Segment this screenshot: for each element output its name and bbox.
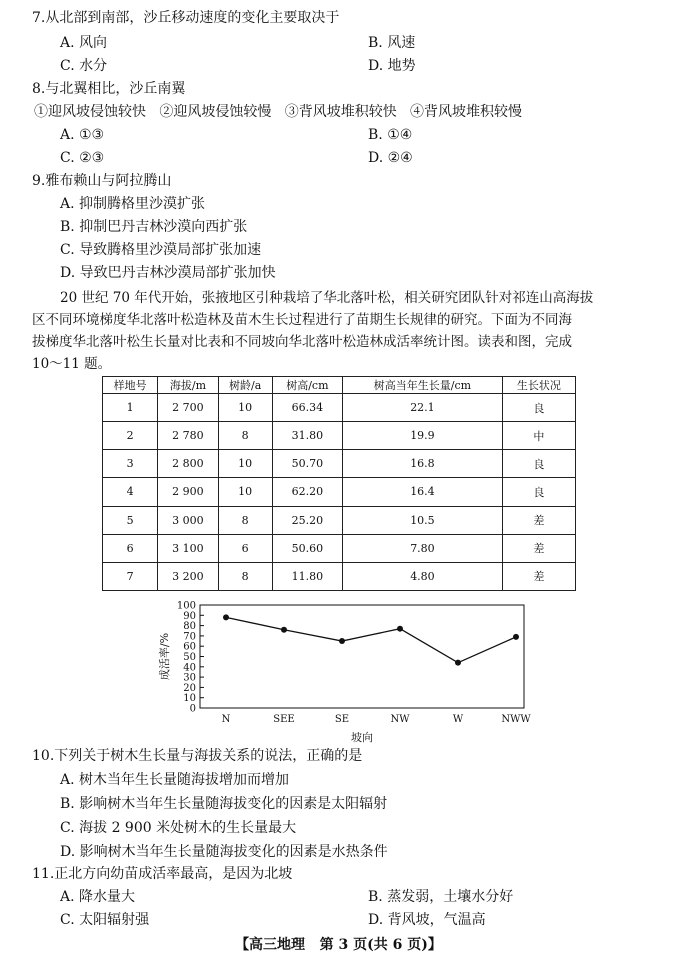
y-axis-label: 成活率/% <box>158 632 171 681</box>
table-cell: 6 <box>103 534 158 562</box>
q7-option-c: C. 水分 <box>60 58 108 74</box>
table-cell: 3 200 <box>158 562 218 590</box>
q8-option-d: D. ②④ <box>368 150 413 166</box>
q7-option-a: A. 风向 <box>60 35 108 51</box>
table-cell: 3 <box>103 450 158 478</box>
x-tick-label: NWW <box>501 714 531 725</box>
y-tick-label: 20 <box>183 682 196 694</box>
table-header-cell: 树高当年生长量/cm <box>343 377 503 394</box>
x-tick-label: W <box>452 714 464 725</box>
y-tick-label: 80 <box>183 621 196 633</box>
data-point <box>281 627 287 633</box>
table-cell: 16.8 <box>343 450 503 478</box>
y-tick-label: 50 <box>183 652 196 663</box>
table-cell: 良 <box>502 394 575 422</box>
q10-option-d: D. 影响树木当年生长量随海拔变化的因素是水热条件 <box>60 844 388 860</box>
passage-line-1: 20 世纪 70 年代开始，张掖地区引种栽培了华北落叶松，相关研究团队针对祁连山高海拔 <box>60 290 594 306</box>
table-cell: 10 <box>218 450 272 478</box>
x-tick-label: SE <box>334 714 350 725</box>
table-cell: 7.80 <box>343 534 503 562</box>
table-cell: 10 <box>218 478 272 506</box>
page-footer: 【高三地理 第 3 页(共 6 页)】 <box>235 937 442 953</box>
q11-option-d: D. 背风坡，气温高 <box>368 912 486 928</box>
q8-option-c: C. ②③ <box>60 150 105 166</box>
table-cell: 10.5 <box>343 506 503 534</box>
table-cell: 66.34 <box>272 394 342 422</box>
table-cell: 5 <box>103 506 158 534</box>
q8-stem: 8.与北翼相比，沙丘南翼 <box>32 81 186 97</box>
y-tick-label: 10 <box>183 693 196 705</box>
x-axis-label: 坡向 <box>351 731 373 744</box>
y-tick-label: 30 <box>183 672 196 684</box>
table-row <box>103 562 576 590</box>
q9-stem: 9.雅布赖山与阿拉腾山 <box>32 173 172 189</box>
table-cell: 25.20 <box>272 506 342 534</box>
table-header-cell: 海拔/m <box>158 377 218 394</box>
table-cell: 31.80 <box>272 422 342 450</box>
x-tick-label: SEE <box>273 714 295 725</box>
table-cell: 6 <box>218 534 272 562</box>
data-point <box>455 660 461 666</box>
x-tick-label: N <box>221 714 231 725</box>
table-header-cell: 树龄/a <box>218 377 272 394</box>
table-row <box>103 394 576 422</box>
passage-line-4: 10～11 题。 <box>32 356 112 372</box>
table-cell: 4.80 <box>343 562 503 590</box>
table-cell: 4 <box>103 478 158 506</box>
q8-option-a: A. ①③ <box>60 127 105 143</box>
passage-line-3: 拔梯度华北落叶松生长量对比表和不同坡向华北落叶松造林成活率统计图。读表和图，完成 <box>32 334 572 350</box>
y-tick-label: 90 <box>183 610 196 622</box>
table-cell: 22.1 <box>343 394 503 422</box>
table-cell: 50.60 <box>272 534 342 562</box>
y-tick-label: 70 <box>183 631 196 643</box>
table-cell: 8 <box>218 562 272 590</box>
q10-option-b: B. 影响树木当年生长量随海拔变化的因素是太阳辐射 <box>60 796 388 812</box>
table-row <box>103 422 576 450</box>
table-cell: 2 900 <box>158 478 218 506</box>
q9-option-c: C. 导致腾格里沙漠局部扩张加速 <box>60 242 262 258</box>
q7-option-d: D. 地势 <box>368 58 416 74</box>
data-point <box>223 614 229 620</box>
table-cell: 良 <box>502 450 575 478</box>
table-row <box>103 534 576 562</box>
q7-option-b: B. 风速 <box>368 35 416 51</box>
q9-option-a: A. 抑制腾格里沙漠扩张 <box>60 196 206 212</box>
q7-stem: 7.从北部到南部，沙丘移动速度的变化主要取决于 <box>32 10 340 26</box>
table-cell: 1 <box>103 394 158 422</box>
table-cell: 8 <box>218 506 272 534</box>
table-cell: 7 <box>103 562 158 590</box>
table-header-cell: 树高/cm <box>272 377 342 394</box>
q11-option-b: B. 蒸发弱，土壤水分好 <box>368 889 514 905</box>
q8-option-b: B. ①④ <box>368 127 413 143</box>
table-header-row <box>103 377 576 394</box>
data-point <box>513 634 519 640</box>
table-row <box>103 478 576 506</box>
data-point <box>397 626 403 632</box>
table-cell: 2 800 <box>158 450 218 478</box>
table-cell: 50.70 <box>272 450 342 478</box>
q11-stem: 11.正北方向幼苗成活率最高，是因为北坡 <box>32 866 293 882</box>
data-point <box>339 638 345 644</box>
q9-option-d: D. 导致巴丹吉林沙漠局部扩张加快 <box>60 265 276 281</box>
q10-option-c: C. 海拔 2 900 米处树木的生长量最大 <box>60 820 297 836</box>
table-cell: 3 100 <box>158 534 218 562</box>
table-row <box>103 506 576 534</box>
survival-rate-chart <box>0 598 677 758</box>
table-cell: 2 <box>103 422 158 450</box>
q10-option-a: A. 树木当年生长量随海拔增加而增加 <box>60 772 290 788</box>
table-cell: 2 700 <box>158 394 218 422</box>
y-tick-label: 100 <box>176 600 196 612</box>
growth-table <box>102 376 576 591</box>
table-header-cell: 样地号 <box>103 377 158 394</box>
table-cell: 中 <box>502 422 575 450</box>
table-cell: 差 <box>502 506 575 534</box>
table-cell: 10 <box>218 394 272 422</box>
q10-stem: 10.下列关于树木生长量与海拔关系的说法，正确的是 <box>32 748 363 764</box>
table-cell: 19.9 <box>343 422 503 450</box>
q11-option-c: C. 太阳辐射强 <box>60 912 150 928</box>
q11-option-a: A. 降水量大 <box>60 889 136 905</box>
table-header-cell: 生长状况 <box>502 377 575 394</box>
table-cell: 11.80 <box>272 562 342 590</box>
series-line <box>226 617 516 662</box>
table-cell: 差 <box>502 562 575 590</box>
plot-frame <box>200 605 524 708</box>
q8-items: ①迎风坡侵蚀较快 ②迎风坡侵蚀较慢 ③背风坡堆积较快 ④背风坡堆积较慢 <box>34 104 523 120</box>
table-cell: 良 <box>502 478 575 506</box>
x-tick-label: NW <box>390 714 410 725</box>
y-tick-label: 60 <box>183 641 196 653</box>
table-cell: 差 <box>502 534 575 562</box>
table-cell: 2 780 <box>158 422 218 450</box>
passage-line-2: 区不同环境梯度华北落叶松造林及苗木生长过程进行了苗期生长规律的研究。下面为不同海 <box>32 312 572 328</box>
y-tick-label: 0 <box>189 703 196 715</box>
table-cell: 8 <box>218 422 272 450</box>
q9-option-b: B. 抑制巴丹吉林沙漠向西扩张 <box>60 219 248 235</box>
table-row <box>103 450 576 478</box>
y-tick-label: 40 <box>183 662 196 674</box>
table-body <box>103 394 576 591</box>
table-cell: 3 000 <box>158 506 218 534</box>
table-cell: 16.4 <box>343 478 503 506</box>
table-cell: 62.20 <box>272 478 342 506</box>
